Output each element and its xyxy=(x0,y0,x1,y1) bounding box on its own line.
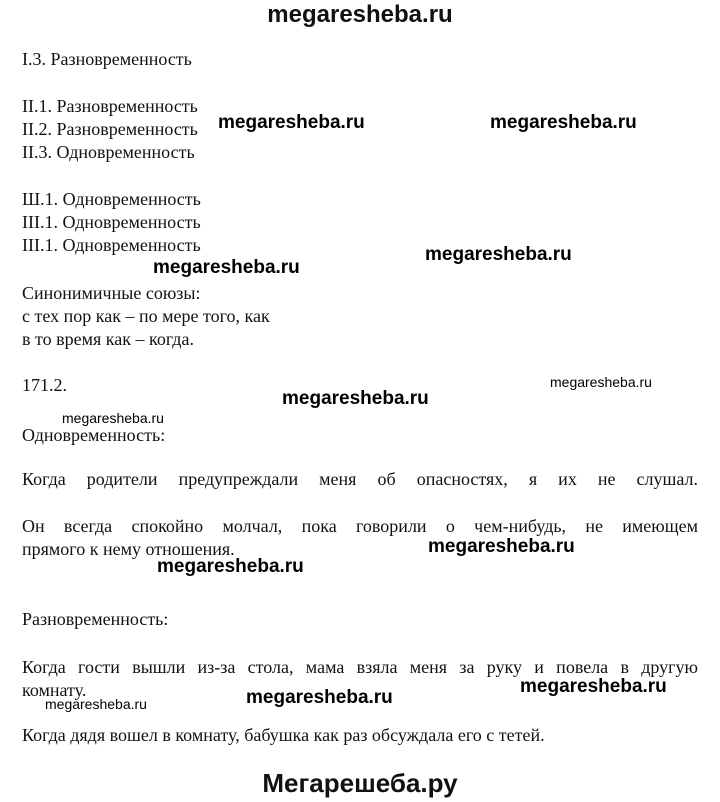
watermark: megaresheba.ru xyxy=(428,536,575,557)
nonsimultaneous-sentence-2: Когда дядя вошел в комнату, бабушка как раз обсуждала его с тетей. xyxy=(22,725,545,745)
answer-ii3: II.3. Одновременность xyxy=(22,142,195,162)
synonyms-line-1: с тех пор как – по мере того, как xyxy=(22,306,270,326)
answer-i3: I.3. Разновременность xyxy=(22,49,192,69)
answer-iii1-c: III.1. Одновременность xyxy=(22,235,201,255)
answer-ii2: II.2. Разновременность xyxy=(22,119,198,139)
answer-ii1: II.1. Разновременность xyxy=(22,96,198,116)
watermark: megaresheba.ru xyxy=(218,112,365,133)
task-number: 171.2. xyxy=(22,375,67,395)
site-footer: Мегарешеба.ру xyxy=(262,768,458,798)
watermark-small: megaresheba.ru xyxy=(45,696,147,712)
synonyms-title: Синонимичные союзы: xyxy=(22,283,201,303)
watermark: megaresheba.ru xyxy=(282,388,429,409)
watermark: megaresheba.ru xyxy=(520,676,667,697)
simultaneous-heading: Одновременность: xyxy=(22,425,166,445)
nonsimultaneous-sentence-1-line-1: Когда гости вышли из-за стола, мама взяла меня за руку и повела в другую xyxy=(22,657,698,677)
simultaneous-sentence-2-line-1: Он всегда спокойно молчал, пока говорили о чем-нибудь, не имеющем xyxy=(22,516,698,536)
watermark-small: megaresheba.ru xyxy=(62,410,164,426)
nonsimultaneous-sentence-1-line-2: комнату. xyxy=(22,680,87,700)
nonsimultaneous-heading: Разновременность: xyxy=(22,609,169,629)
answer-iii1-b: III.1. Одновременность xyxy=(22,212,201,232)
watermark: megaresheba.ru xyxy=(490,112,637,133)
simultaneous-sentence-1: Когда родители предупреждали меня об опасностях, я их не слушал. xyxy=(22,469,698,489)
synonyms-line-2: в то время как – когда. xyxy=(22,329,194,349)
watermark-small: megaresheba.ru xyxy=(550,374,652,390)
watermark: megaresheba.ru xyxy=(157,556,304,577)
answer-iii1-a: Ш.1. Одновременность xyxy=(22,189,201,209)
watermark: megaresheba.ru xyxy=(425,244,572,265)
watermark: megaresheba.ru xyxy=(246,687,393,708)
simultaneous-sentence-2-line-2: прямого к нему отношения. xyxy=(22,539,235,559)
watermark: megaresheba.ru xyxy=(153,257,300,278)
site-header: megaresheba.ru xyxy=(267,1,453,28)
